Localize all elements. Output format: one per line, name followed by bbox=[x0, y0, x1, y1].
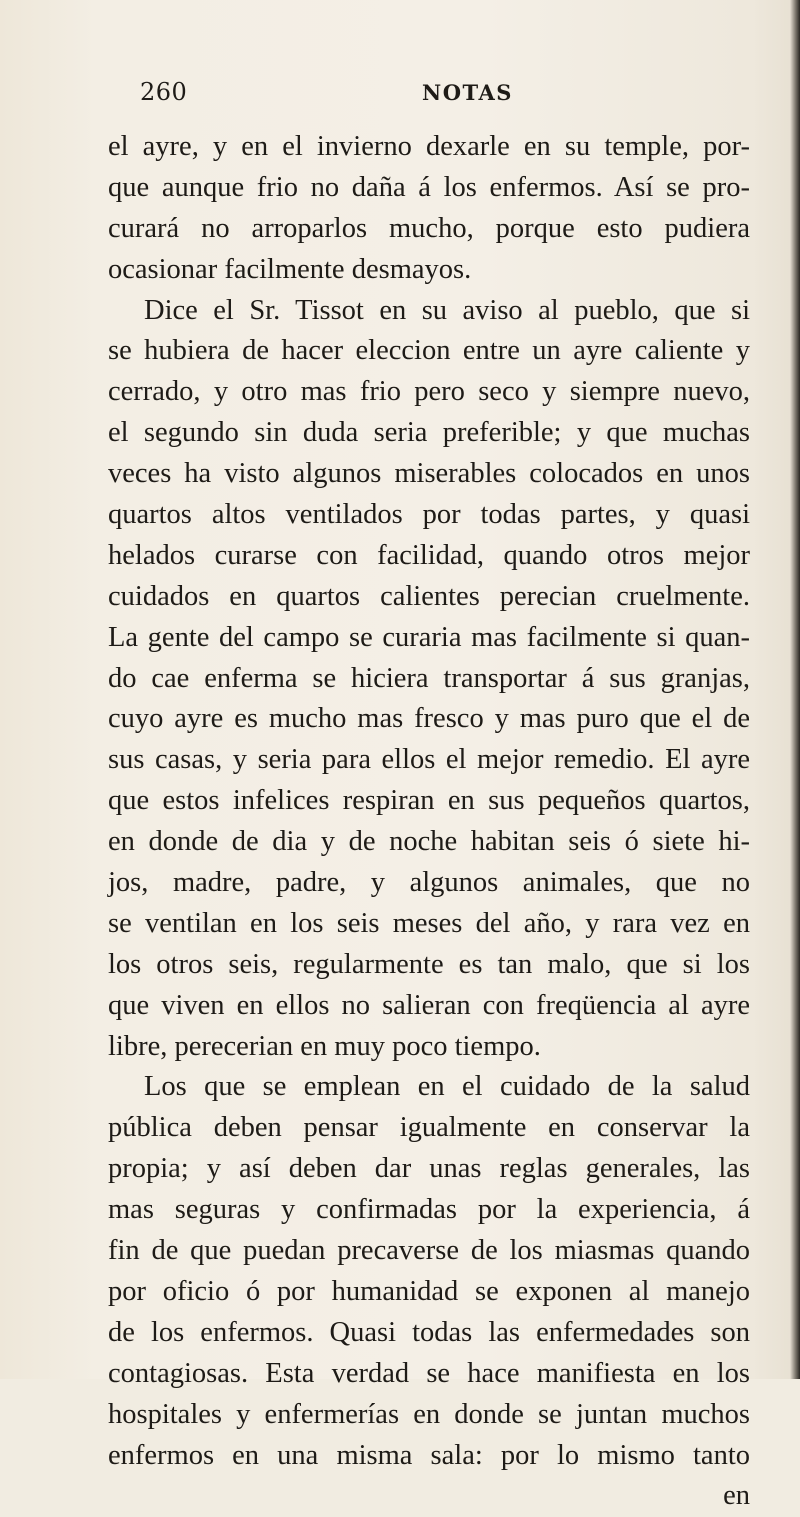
text-line: el ayre, y en el invierno dexarle en su temple, por- bbox=[108, 131, 750, 162]
text-line: jos, madre, padre, y algunos animales, que no bbox=[108, 867, 750, 899]
text-line: en donde de dia y de noche habitan seis ó siete hi- bbox=[108, 826, 750, 858]
body-text bbox=[108, 127, 750, 1517]
page-number: 260 bbox=[140, 78, 188, 106]
text-line: se hubiera de hacer eleccion entre un ayre caliente y bbox=[108, 335, 750, 367]
text-line: quartos altos ventilados por todas partes, y quasi bbox=[108, 499, 750, 531]
text-line: curará no arroparlos mucho, porque esto pudiera bbox=[108, 212, 750, 244]
text-line: que viven en ellos no salieran con freqüencia al ayre bbox=[108, 989, 750, 1021]
text-line: mas seguras y confirmadas por la experiencia, á bbox=[108, 1194, 750, 1226]
text-line: veces ha visto algunos miserables colocados en unos bbox=[108, 458, 750, 490]
text-line: cerrado, y otro mas frio pero seco y siempre nuevo, bbox=[108, 376, 750, 408]
page-header bbox=[140, 78, 760, 112]
text-line: ocasionar facilmente desmayos. bbox=[108, 253, 472, 285]
text-line: Dice el Sr. Tissot en su aviso al pueblo, que si bbox=[144, 294, 750, 326]
text-line: se ventilan en los seis meses del año, y rara vez en bbox=[108, 907, 750, 939]
text-line: propia; y así deben dar unas reglas generales, las bbox=[108, 1153, 750, 1185]
text-line: La gente del campo se curaria mas facilmente si quan- bbox=[108, 621, 750, 653]
catchword: en bbox=[723, 1480, 750, 1512]
text-line: cuidados en quartos calientes perecian cruelmente. bbox=[108, 580, 750, 612]
text-line: que aunque frio no daña á los enfermos. Así se pro- bbox=[108, 171, 750, 203]
page-edge-shadow bbox=[790, 0, 800, 1379]
text-line: Los que se emplean en el cuidado de la salud bbox=[144, 1071, 750, 1103]
text-line: sus casas, y seria para ellos el mejor remedio. El ayre bbox=[108, 744, 750, 776]
text-line: los otros seis, regularmente es tan malo, que si los bbox=[108, 948, 750, 980]
running-head: NOTAS bbox=[422, 80, 513, 105]
text-line: cuyo ayre es mucho mas fresco y mas puro que el de bbox=[108, 703, 750, 735]
text-line: de los enfermos. Quasi todas las enfermedades son bbox=[108, 1316, 750, 1348]
text-line: por oficio ó por humanidad se exponen al manejo bbox=[108, 1275, 750, 1307]
text-line: contagiosas. Esta verdad se hace manifiesta en los bbox=[108, 1357, 750, 1389]
text-line: que estos infelices respiran en sus pequeños quartos, bbox=[108, 785, 750, 817]
text-line: enfermos en una misma sala: por lo mismo tanto bbox=[108, 1439, 750, 1471]
text-line: hospitales y enfermerías en donde se juntan muchos bbox=[108, 1398, 750, 1430]
text-line: pública deben pensar igualmente en conservar la bbox=[108, 1112, 750, 1144]
text-line: do cae enferma se hiciera transportar á sus granjas, bbox=[108, 662, 750, 694]
text-line: fin de que puedan precaverse de los miasmas quando bbox=[108, 1235, 750, 1267]
text-line: libre, perecerian en muy poco tiempo. bbox=[108, 1030, 541, 1062]
text-line: helados curarse con facilidad, quando otros mejor bbox=[108, 539, 750, 571]
text-line: el segundo sin duda seria preferible; y que muchas bbox=[108, 417, 750, 449]
